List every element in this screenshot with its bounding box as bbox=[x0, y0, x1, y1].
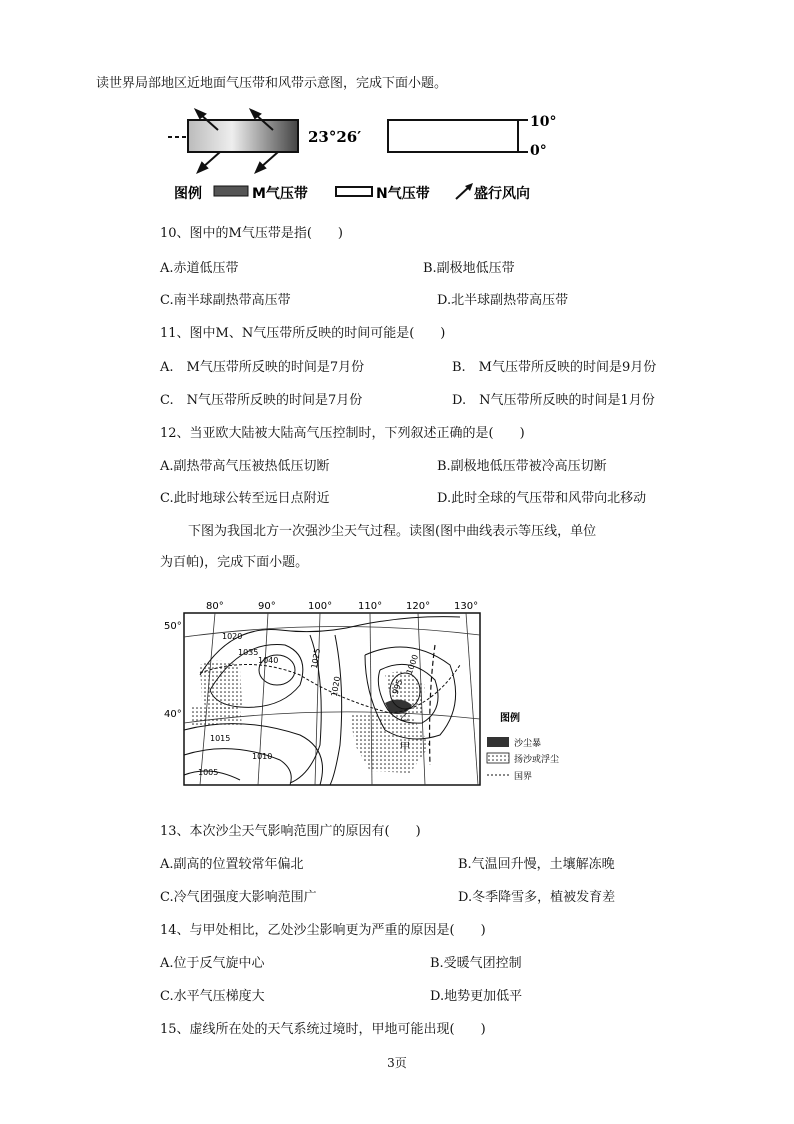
pressure-belt-figure bbox=[160, 100, 560, 210]
lat-label-23: 23°26′ bbox=[308, 128, 362, 146]
q13-option-a: A.副高的位置较常年偏北 bbox=[160, 857, 304, 872]
isobar-1015: 1015 bbox=[210, 734, 231, 743]
q10-option-b: B.副极地低压带 bbox=[423, 261, 515, 276]
q14-option-b: B.受暖气团控制 bbox=[430, 956, 522, 971]
q10-option-c: C.南半球副热带高压带 bbox=[160, 293, 291, 308]
lat-label-40: 40° bbox=[164, 709, 182, 720]
q12-option-d: D.此时全球的气压带和风带向北移动 bbox=[437, 491, 647, 506]
legend-wind-label: 盛行风向 bbox=[474, 186, 530, 202]
lon-label-120: 120° bbox=[406, 601, 431, 612]
q11-option-a: A. M气压带所反映的时间是7月份 bbox=[160, 360, 365, 375]
intro-text-2-line1: 下图为我国北方一次强沙尘天气过程。读图(图中曲线表示等压线，单位 bbox=[188, 524, 597, 539]
q13-option-b: B.气温回升慢，土壤解冻晚 bbox=[458, 857, 615, 872]
q13-option-c: C.冷气团强度大影响范围广 bbox=[160, 890, 317, 905]
lat-label-0: 0° bbox=[530, 143, 547, 159]
q14-option-a: A.位于反气旋中心 bbox=[160, 956, 265, 971]
q14-stem: 14、与甲处相比，乙处沙尘影响更为严重的原因是( ) bbox=[160, 923, 486, 938]
intro-text-1: 读世界局部地区近地面气压带和风带示意图，完成下面小题。 bbox=[96, 76, 448, 91]
pressure-belt-diagram bbox=[160, 100, 560, 210]
q14-option-d: D.地势更加低平 bbox=[430, 989, 523, 1004]
lat-label-10: 10° bbox=[530, 114, 557, 130]
q12-stem: 12、当亚欧大陆被大陆高气压控制时，下列叙述正确的是( ) bbox=[160, 426, 525, 441]
lon-label-80: 80° bbox=[206, 601, 224, 612]
q13-stem: 13、本次沙尘天气影响范围广的原因有( ) bbox=[160, 824, 421, 839]
q13-option-d: D.冬季降雪多，植被发育差 bbox=[458, 890, 616, 905]
legend-n-label: N气压带 bbox=[376, 186, 430, 202]
isobar-995: 995 bbox=[390, 678, 405, 696]
lon-label-130: 130° bbox=[454, 601, 479, 612]
q10-option-d: D.北半球副热带高压带 bbox=[437, 293, 569, 308]
sandstorm-map-figure bbox=[160, 595, 560, 795]
page-number: 3页 bbox=[387, 1056, 407, 1070]
lon-label-90: 90° bbox=[258, 601, 276, 612]
legend-m-swatch bbox=[214, 186, 248, 196]
isobar-1040: 1040 bbox=[258, 656, 279, 665]
legend-dust-label: 扬沙或浮尘 bbox=[514, 755, 560, 765]
legend-dust-swatch bbox=[487, 753, 509, 763]
q11-option-c: C. N气压带所反映的时间是7月份 bbox=[160, 393, 363, 408]
m-pressure-belt bbox=[188, 120, 298, 152]
q11-option-d: D. N气压带所反映的时间是1月份 bbox=[452, 393, 655, 408]
lat-label-50: 50° bbox=[164, 621, 182, 632]
map-legend-title: 图例 bbox=[500, 713, 520, 724]
lon-label-110: 110° bbox=[358, 601, 383, 612]
q11-option-b: B. M气压带所反映的时间是9月份 bbox=[452, 360, 657, 375]
legend-n-swatch bbox=[336, 187, 372, 196]
q10-stem: 10、图中的M气压带是指( ) bbox=[160, 226, 343, 241]
q12-option-b: B.副极地低压带被冷高压切断 bbox=[437, 459, 607, 474]
isobar-1010: 1010 bbox=[252, 752, 273, 761]
q12-option-c: C.此时地球公转至远日点附近 bbox=[160, 491, 330, 506]
q14-option-c: C.水平气压梯度大 bbox=[160, 989, 265, 1004]
isobar-1000: 1000 bbox=[404, 653, 421, 676]
place-yi: 乙 bbox=[400, 713, 410, 723]
q15-stem: 15、虚线所在处的天气系统过境时，甲地可能出现( ) bbox=[160, 1022, 486, 1037]
legend-m-label: M气压带 bbox=[252, 186, 308, 202]
legend-storm-swatch bbox=[487, 737, 509, 747]
q11-stem: 11、图中M、N气压带所反映的时间可能是( ) bbox=[160, 326, 446, 341]
legend-border-label: 国界 bbox=[514, 772, 533, 782]
n-pressure-belt bbox=[388, 120, 518, 152]
isobar-1035: 1035 bbox=[238, 648, 259, 657]
intro-text-2-line2: 为百帕)，完成下面小题。 bbox=[160, 555, 309, 570]
legend-title-1: 图例 bbox=[174, 186, 202, 202]
q12-option-a: A.副热带高气压被热低压切断 bbox=[160, 459, 330, 474]
isobar-1025: 1025 bbox=[309, 647, 323, 670]
isobar-1020-b: 1020 bbox=[329, 675, 343, 698]
legend-storm-label: 沙尘暴 bbox=[514, 739, 542, 749]
lon-label-100: 100° bbox=[308, 601, 333, 612]
isobar-1020-a: 1020 bbox=[222, 632, 243, 641]
place-jia: 甲 bbox=[400, 742, 410, 753]
q10-option-a: A.赤道低压带 bbox=[160, 261, 239, 276]
isobar-1005: 1005 bbox=[198, 768, 219, 777]
sandstorm-isobar-map bbox=[160, 595, 560, 795]
